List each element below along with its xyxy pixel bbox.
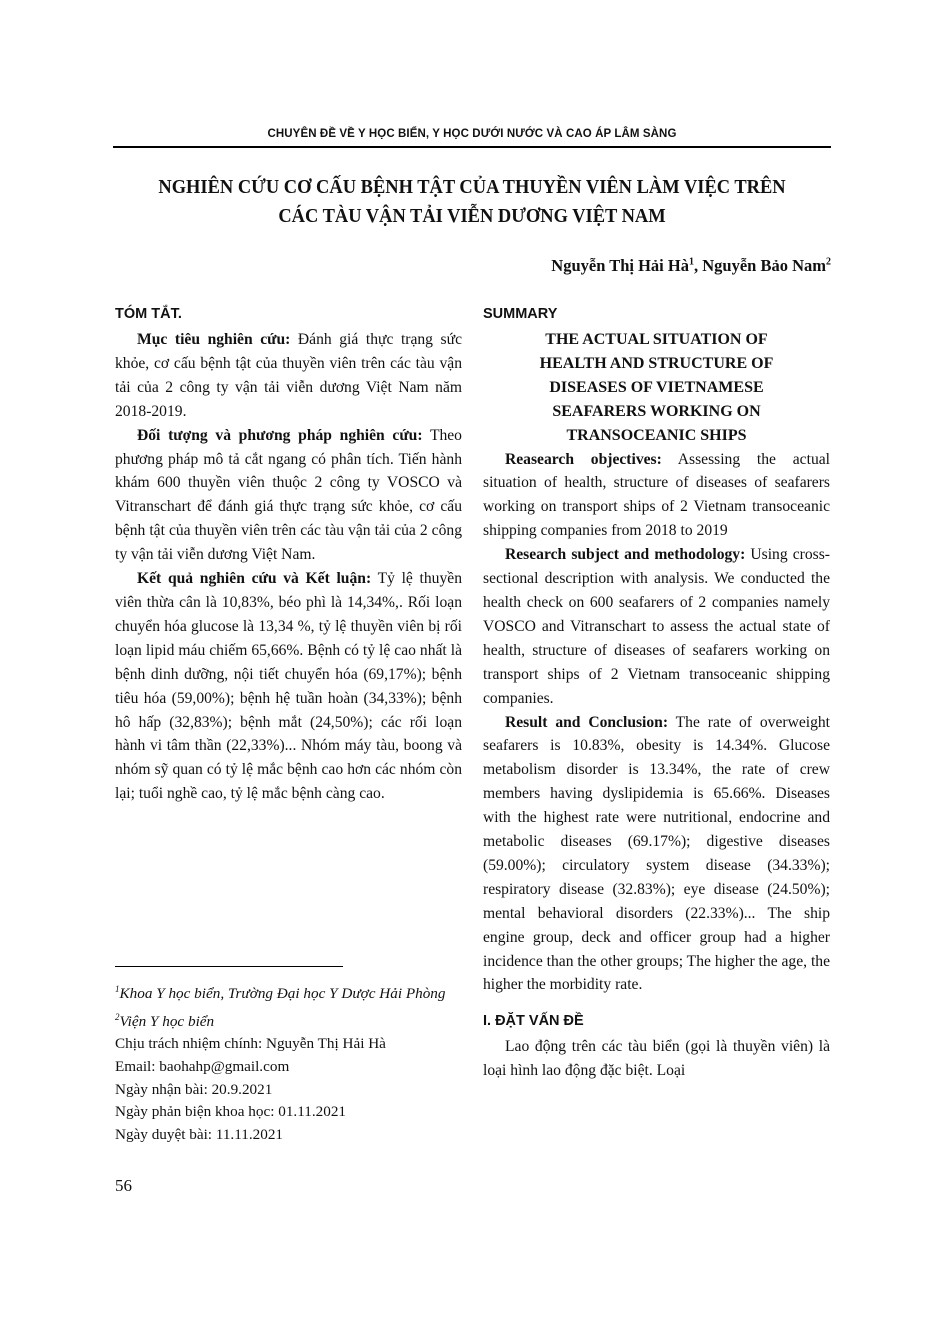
authors	[551, 256, 831, 276]
footnote-reviewed: Ngày phản biện khoa học: 01.11.2021	[115, 1103, 347, 1121]
footnote-approved: Ngày duyệt bài: 11.11.2021	[115, 1125, 284, 1143]
en-title-line: TRANSOCEANIC SHIPS	[566, 426, 747, 444]
footnote-affiliation-2	[115, 1006, 462, 1034]
paragraph-text: Đánh giá thực trạng sức khỏe, cơ cấu bệnh tật của thuyền viên trên các tàu vận tải của 2 công ty vận tải viễn dương Việt Nam năm 2018-2019.	[115, 331, 462, 420]
abstract-paragraph	[483, 543, 830, 710]
section-heading: I. ĐẶT VẤN ĐỀ	[483, 1013, 584, 1030]
author-separator: ,	[693, 256, 703, 275]
abstract-paragraph	[115, 424, 462, 567]
running-header: CHUYÊN ĐỀ VỀ Y HỌC BIỂN, Y HỌC DƯỚI NƯỚC VÀ CAO ÁP LÂM SÀNG	[267, 128, 677, 140]
footnote-responsible: Chịu trách nhiệm chính: Nguyễn Thị Hải Hà	[115, 1035, 386, 1053]
paragraph-lead: Đối tượng và phương pháp nghiên cứu:	[137, 426, 423, 444]
author-name: Nguyễn Bảo Nam	[702, 256, 826, 275]
vi-abstract	[115, 302, 462, 806]
abstract-paragraph	[483, 711, 830, 998]
paragraph-lead: Result and Conclusion:	[505, 713, 669, 731]
page-number: 56	[115, 1176, 132, 1195]
paragraph-lead: Reasearch objectives:	[505, 450, 662, 468]
abstract-paragraph	[115, 567, 462, 806]
footnote-text: Viện Y học biển	[119, 1012, 215, 1030]
footnote-rule	[115, 966, 343, 967]
paragraph-text: Assessing the actual situation of health, structure of diseases of seafarers working on transport ships of 2 Vietnam transoceanic shipping companies from 2018 to 2019	[483, 450, 830, 540]
en-abstract	[483, 302, 830, 1083]
author-affil: 2	[826, 256, 831, 268]
en-title	[483, 328, 830, 448]
footnote-email: Email: baohahp@gmail.com	[115, 1057, 290, 1075]
footnote-mark: 1	[115, 984, 120, 994]
paragraph-lead: Mục tiêu nghiên cứu:	[137, 331, 291, 348]
en-title-line: DISEASES OF VIETNAMESE	[549, 378, 764, 396]
paragraph-text: The rate of overweight seafarers is 10.83%, obesity is 14.34%. Glucose metabolism disorder is 13.34%, the rate of crew members having dyslipidemia is 65.66%. Diseases with the highest rate were nutritional, endocrine and metabolic diseases (69.17%); digestive diseases (59.00%); circulatory system disease (34.33%); respiratory disease (32.83%); eye disease (24.50%); mental behavioral disorders (22.33%)... The ship engine group, deck and officer group had a higher incidence than the other groups; The higher the age, the higher the morbidity rate.	[483, 713, 831, 994]
footnote-mark: 2	[115, 1011, 120, 1022]
title-line: NGHIÊN CỨU CƠ CẤU BỆNH TẬT CỦA THUYỀN VIÊN LÀM VIỆC TRÊN	[158, 176, 786, 198]
vi-abstract-heading: TÓM TẮT.	[115, 306, 182, 322]
footnote-received: Ngày nhận bài: 20.9.2021	[115, 1080, 273, 1098]
en-title-line: HEALTH AND STRUCTURE OF	[539, 354, 774, 372]
paragraph-lead: Research subject and methodology:	[505, 546, 746, 564]
author-name: Nguyễn Thị Hải Hà	[551, 256, 689, 275]
abstract-paragraph	[483, 448, 830, 544]
title-line: CÁC TÀU VẬN TẢI VIỄN DƯƠNG VIỆT NAM	[278, 205, 666, 227]
footnote-affiliation-1	[115, 978, 462, 1006]
paragraph-text: Tỷ lệ thuyền viên thừa cân là 10,83%, béo phì là 14,34%,. Rối loạn chuyển hóa glucose là 13,34 %, tỷ lệ thuyền viên bị rối loạn lipid máu chiếm 65,66%. Bệnh có tỷ lệ cao nhất là bệnh dinh dưỡng, nội tiết chuyển hóa (69,17%); bệnh tiêu hóa (59,00%); bệnh hệ tuần hoàn (34,33%); bệnh hô hấp (32,83%); bệnh mắt (24,50%); các rối loạn hành vi tâm thần (22,33%)... Nhóm máy tàu, boong và nhóm sỹ quan có tỷ lệ mắc bệnh cao hơn các nhóm còn lại; tuổi nghề cao, tỷ lệ mắc bệnh càng cao.	[115, 570, 462, 803]
abstract-paragraph	[115, 328, 462, 424]
footnote-text: Khoa Y học biển, Trường Đại học Y Dược Hải Phòng	[119, 985, 446, 1003]
en-title-line: THE ACTUAL SITUATION OF	[545, 331, 768, 348]
header-rule	[113, 146, 831, 148]
en-title-line: SEAFARERS WORKING ON	[552, 402, 761, 420]
en-abstract-heading: SUMMARY	[483, 306, 558, 322]
body-paragraph: Lao động trên các tàu biển (gọi là thuyền viên) là loại hình lao động đặc biệt. Loại	[483, 1038, 830, 1080]
paragraph-text: Using cross-sectional description with analysis. We conducted the health check on 600 seafarers of 2 companies namely VOSCO and Vitranschart to assess the actual state of health, structure of diseases of seafarers working on transport ships of 2 Vietnam transoceanic shipping companies.	[483, 546, 830, 707]
article-title	[149, 173, 795, 231]
author-affil: 1	[688, 256, 694, 268]
paragraph-text: Theo phương pháp mô tả cắt ngang có phân tích. Tiến hành khám 600 thuyền viên thuộc 2 công ty VOSCO và Vitranschart để đánh giá thực trạng sức khỏe, cơ cấu bệnh tật của thuyền viên trên các tàu vận tải của 2 công ty vận tải viễn dương Việt Nam.	[115, 426, 462, 564]
paragraph-lead: Kết quả nghiên cứu và Kết luận:	[137, 570, 372, 588]
footnotes	[115, 978, 462, 1146]
